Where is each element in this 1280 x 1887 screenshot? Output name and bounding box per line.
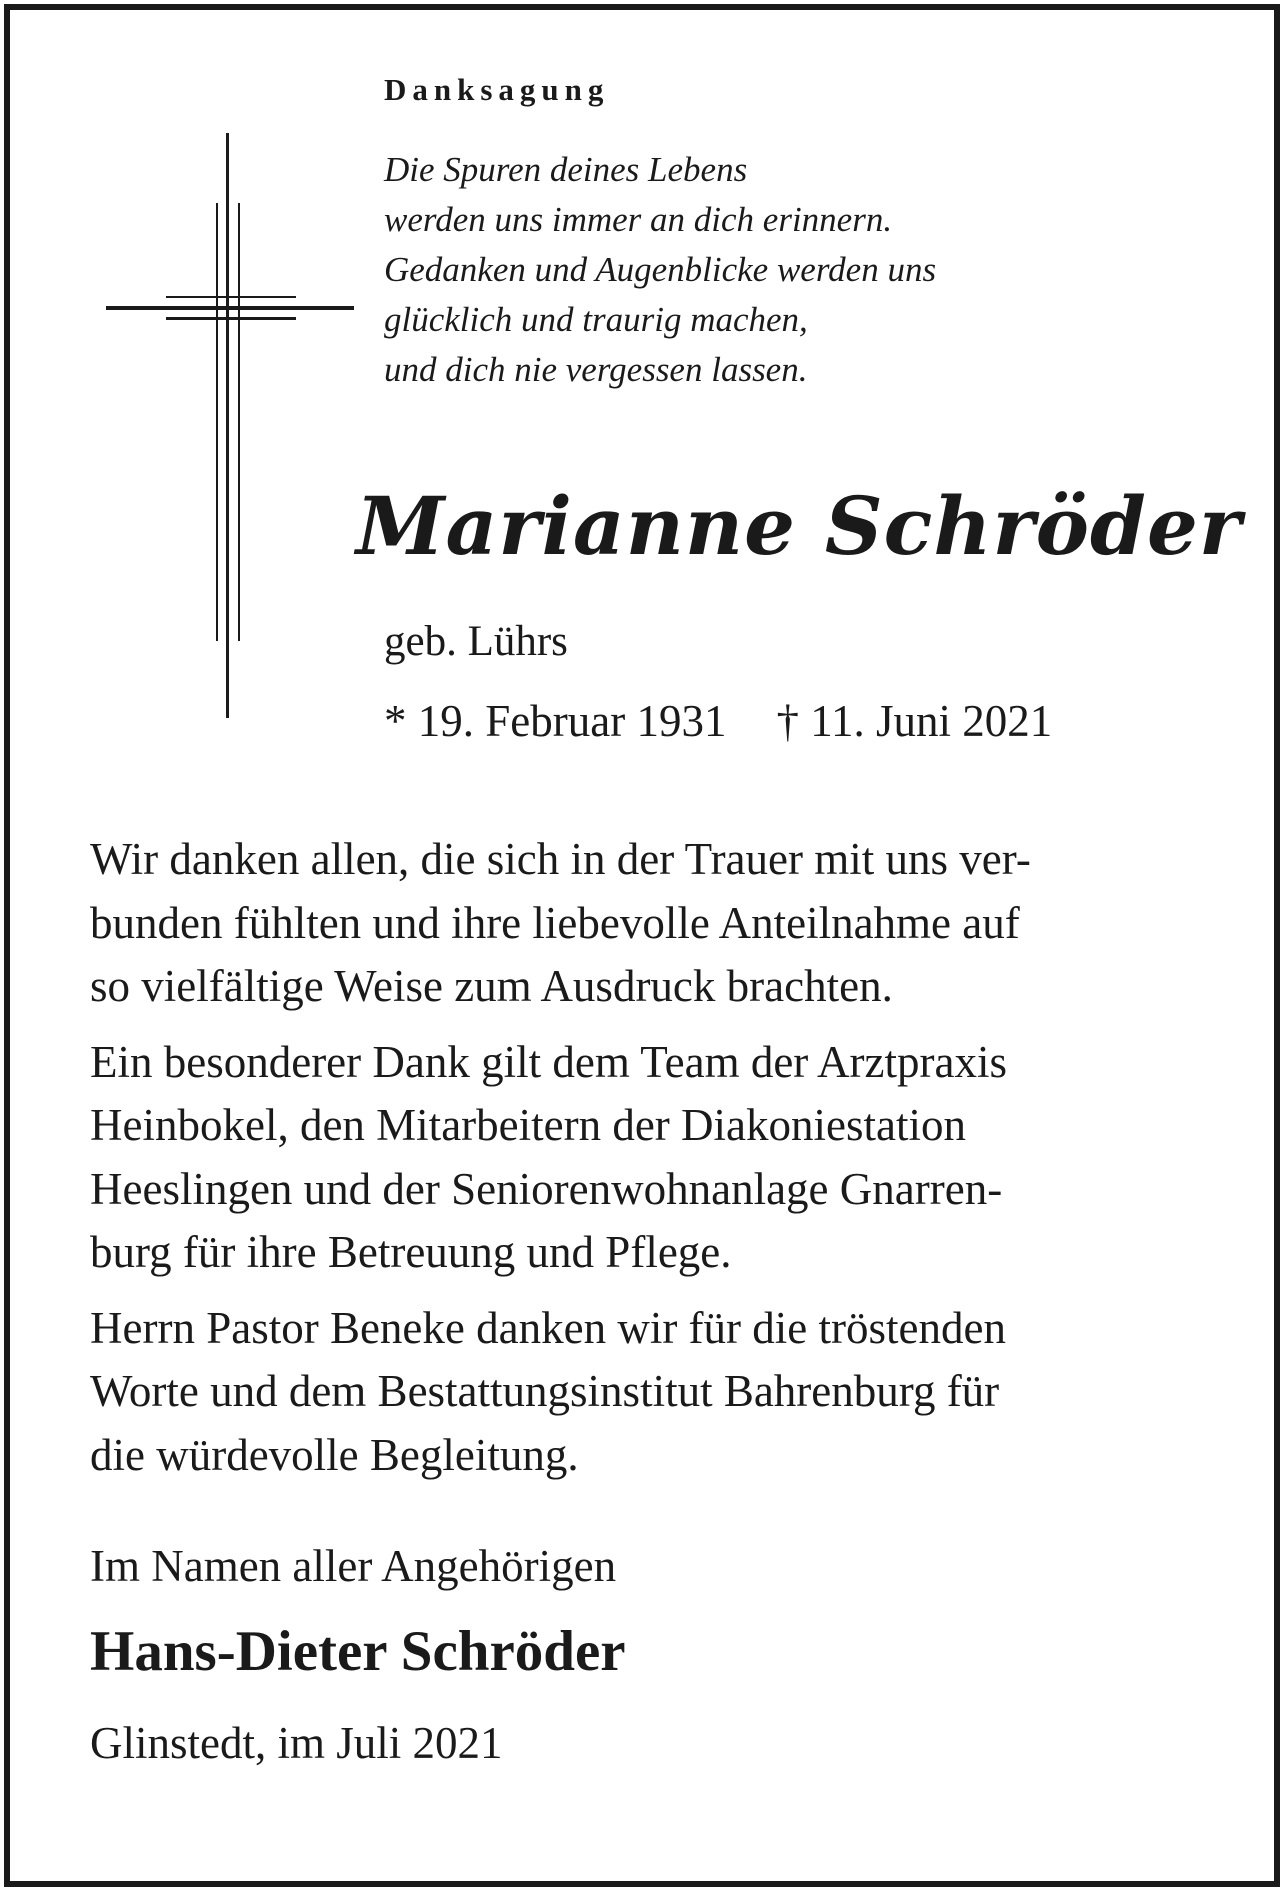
text-line: so vielfältige Weise zum Ausdruck brachten. [90,961,893,1011]
poem-line: werden uns immer an dich erinnern. [384,200,893,239]
text-line: Wir danken allen, die sich in der Trauer mit uns ver- [90,834,1031,884]
poem-line: Die Spuren deines Lebens [384,150,748,189]
place-date: Glinstedt, im Juli 2021 [90,1718,503,1768]
text-line: Ein besonderer Dank gilt dem Team der Arztpraxis [90,1036,1007,1087]
heading: Danksagung [384,72,610,107]
poem [384,145,936,395]
signer-name: Hans-Dieter Schröder [90,1620,626,1683]
poem-line: glücklich und traurig machen, [384,300,808,339]
cross-icon [100,128,360,718]
text-line: die würdevolle Begleitung. [90,1429,579,1480]
death-date: † 11. Juni 2021 [776,696,1053,746]
text-line: burg für ihre Betreuung und Pflege. [90,1227,732,1277]
poem-line: und dich nie vergessen lassen. [384,350,808,389]
deceased-name: Marianne Schröder [356,479,1242,573]
poem-line: Gedanken und Augenblicke werden uns [384,250,937,289]
text-line: bunden fühlten und ihre liebevolle Anteilnahme auf [90,897,1020,948]
text-line: Heeslingen und der Seniorenwohnanlage Gnarren- [90,1163,1003,1214]
on-behalf-line: Im Namen aller Angehörigen [90,1541,617,1591]
life-dates [384,693,1052,749]
birth-date: * 19. Februar 1931 [384,696,727,746]
maiden-name: geb. Lührs [384,618,568,665]
text-line: Worte und dem Bestattungsinstitut Bahrenburg für [90,1366,1000,1416]
text-line: Heinbokel, den Mitarbeitern der Diakoniestation [90,1100,966,1150]
thanks-text [90,816,1190,1499]
text-line: Herrn Pastor Beneke danken wir für die tröstenden [90,1302,1006,1353]
